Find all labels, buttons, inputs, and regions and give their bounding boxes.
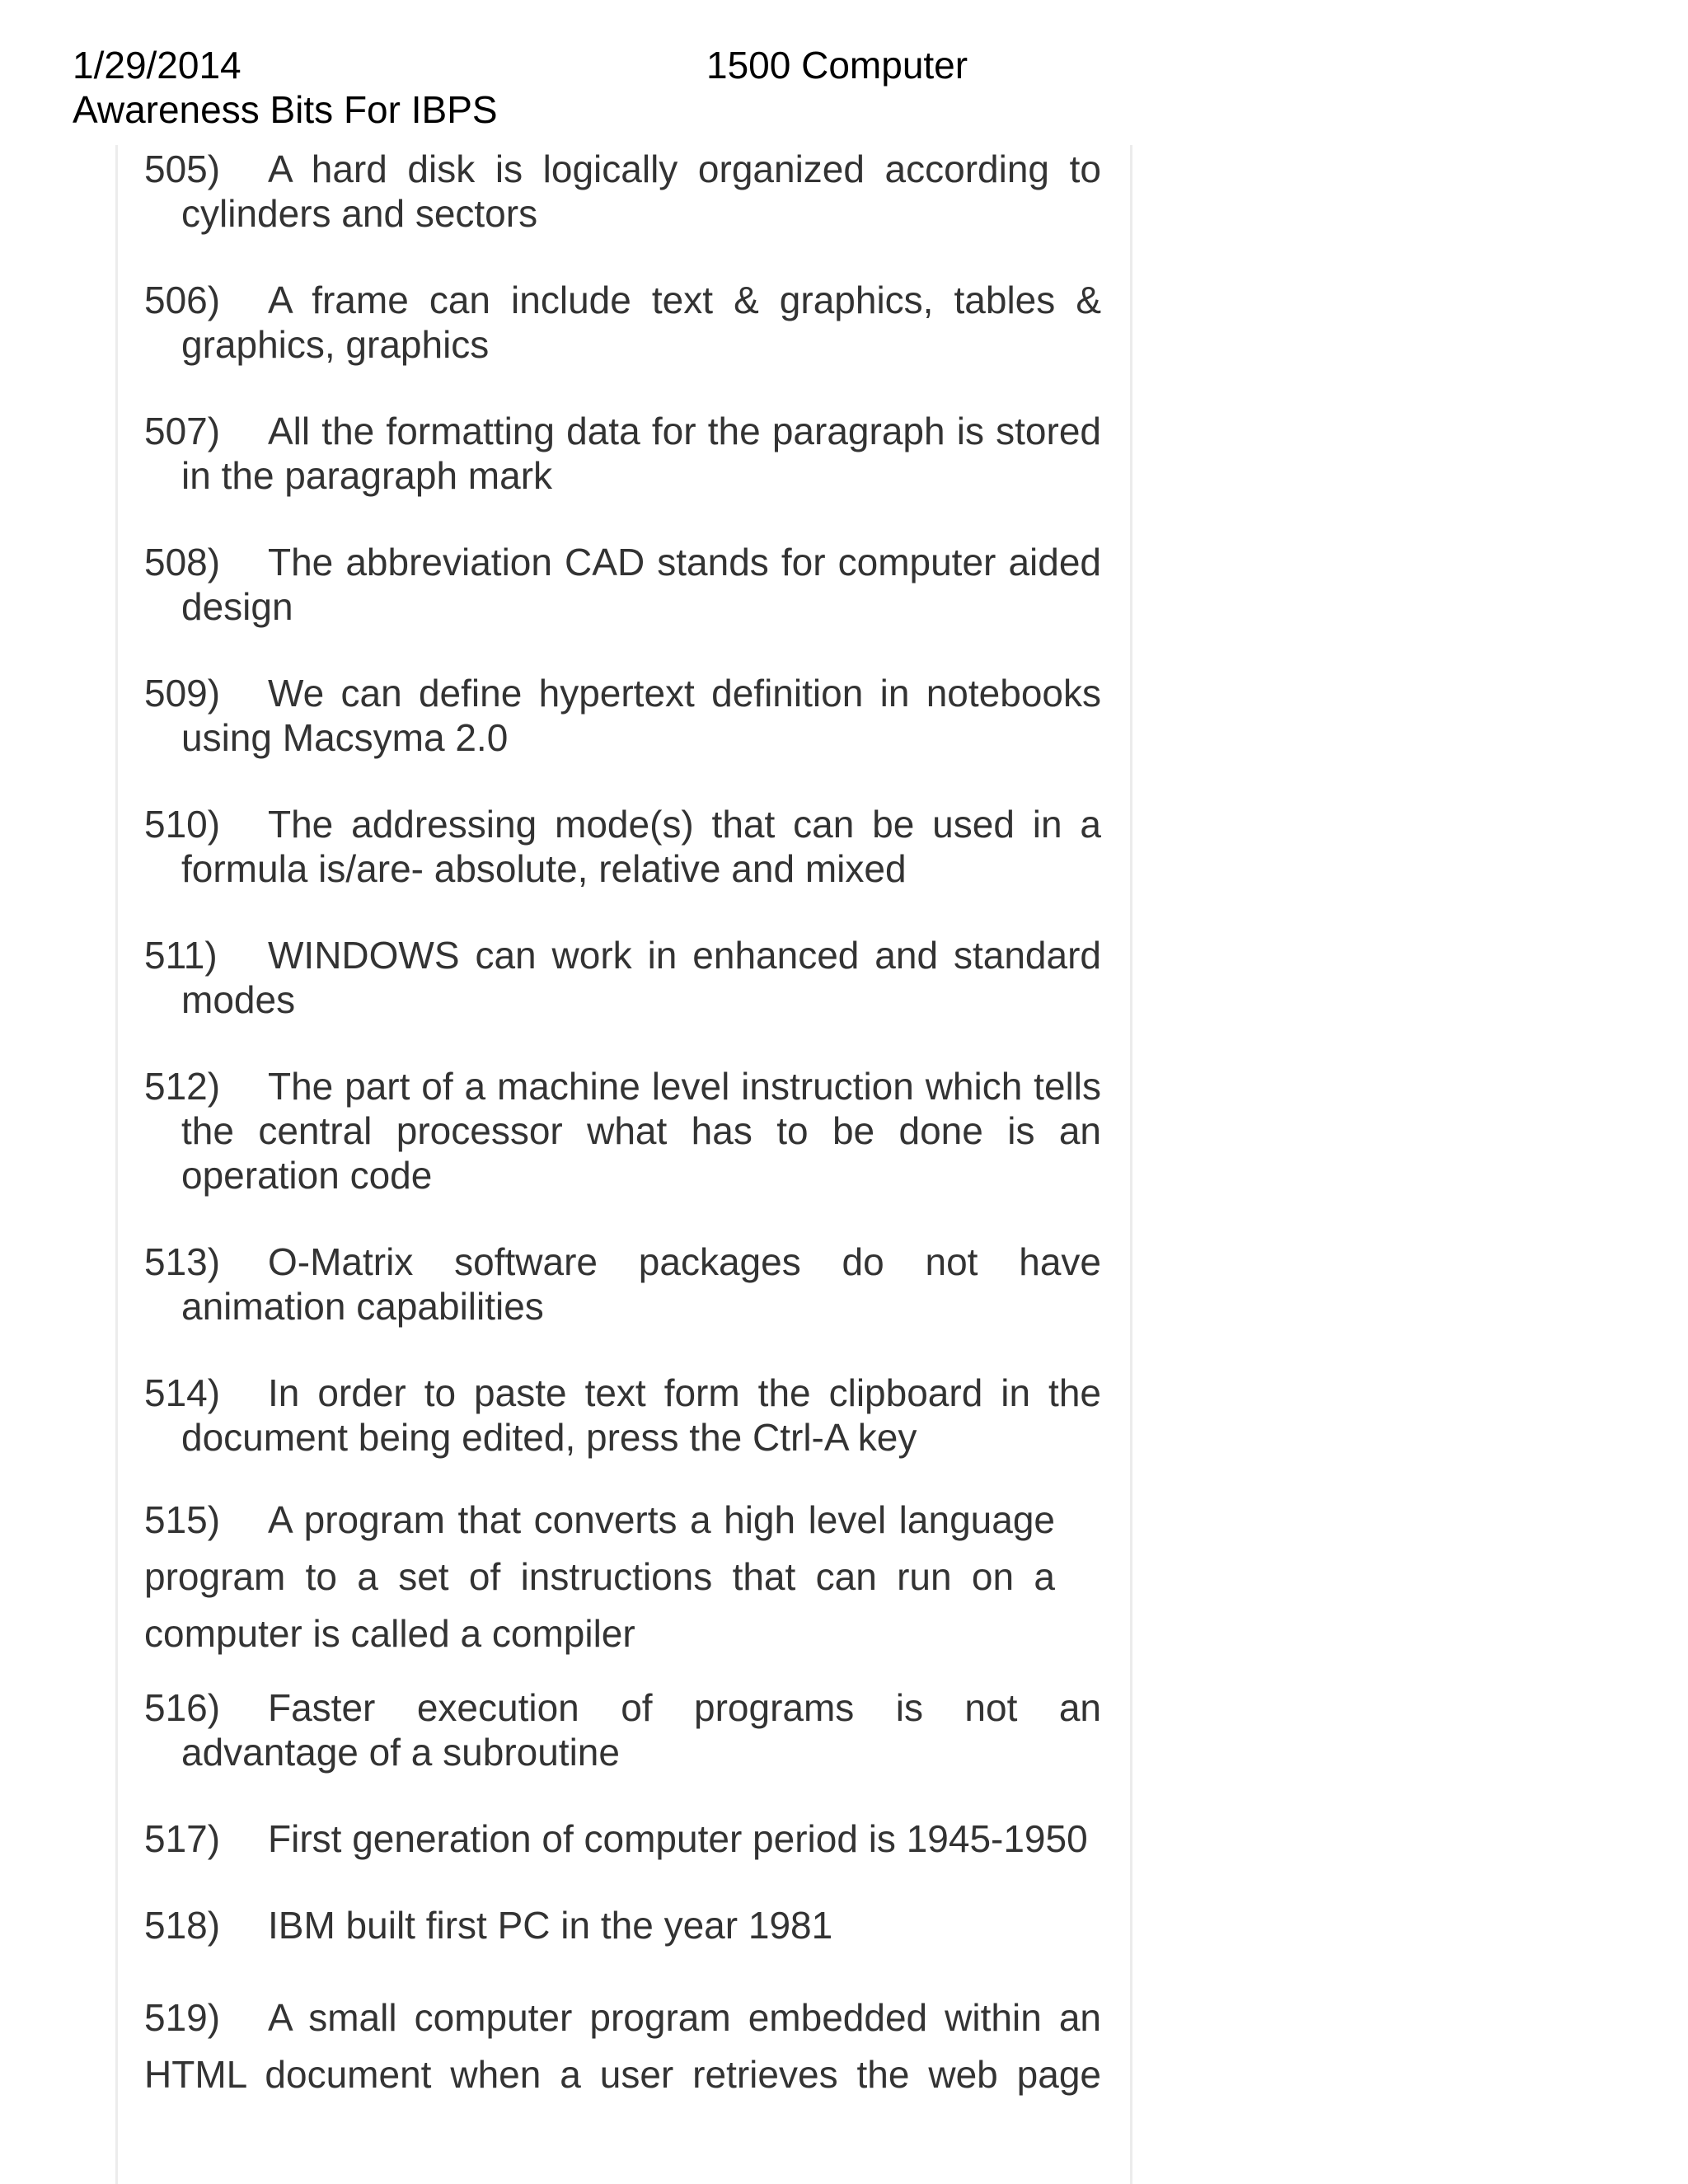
- list-item: [144, 1685, 1101, 1774]
- list-item: [144, 802, 1101, 891]
- item-number: 513): [144, 1240, 221, 1283]
- item-number: 516): [144, 1686, 221, 1729]
- item-text: A small computer program embedded within an HTML document when a user retrieves the web page: [144, 1996, 1101, 2096]
- header-subtitle: Awareness Bits For IBPS: [73, 88, 498, 131]
- header-title: 1500 Computer: [706, 44, 968, 87]
- list-item: [144, 1064, 1101, 1197]
- item-text: The part of a machine level instruction which tells the central processor what has to be done is an operation code: [181, 1065, 1101, 1197]
- item-number: 508): [144, 541, 221, 583]
- item-text: IBM built first PC in the year 1981: [268, 1904, 833, 1947]
- list-item: [144, 1492, 1055, 1662]
- item-number: 507): [144, 410, 221, 452]
- item-number: 511): [144, 934, 218, 977]
- list-item: [144, 1240, 1101, 1329]
- item-number: 505): [144, 148, 221, 190]
- item-text: We can define hypertext definition in notebooks using Macsyma 2.0: [181, 672, 1101, 759]
- item-text: All the formatting data for the paragraph is stored in the paragraph mark: [181, 410, 1101, 497]
- list-item: [144, 1371, 1101, 1460]
- item-number: 512): [144, 1065, 221, 1108]
- question-list: [144, 147, 1101, 2103]
- item-text: A frame can include text & graphics, tables & graphics, graphics: [181, 279, 1101, 366]
- list-item: [144, 1903, 1101, 1947]
- item-text: The abbreviation CAD stands for computer aided design: [181, 541, 1101, 628]
- item-number: 510): [144, 803, 221, 846]
- item-number: 514): [144, 1371, 221, 1414]
- header-date: 1/29/2014: [73, 44, 241, 87]
- list-item: [144, 1816, 1101, 1861]
- item-text: O-Matrix software packages do not have animation capabilities: [181, 1240, 1101, 1328]
- item-number: 517): [144, 1817, 221, 1860]
- item-text: Faster execution of programs is not an advantage of a subroutine: [181, 1686, 1101, 1774]
- item-number: 509): [144, 672, 221, 715]
- item-text: A hard disk is logically organized according to cylinders and sectors: [181, 148, 1101, 235]
- item-text: The addressing mode(s) that can be used in a formula is/are- absolute, relative and mixed: [181, 803, 1101, 890]
- list-item: [144, 1990, 1101, 2103]
- item-text: WINDOWS can work in enhanced and standard modes: [181, 934, 1101, 1021]
- item-text: A program that converts a high level language program to a set of instructions that can run on a computer is called a compiler: [144, 1498, 1055, 1655]
- item-number: 519): [144, 1996, 221, 2039]
- list-item: [144, 933, 1101, 1022]
- list-item: [144, 540, 1101, 629]
- item-number: 518): [144, 1904, 221, 1947]
- item-text: In order to paste text form the clipboard in the document being edited, press the Ctrl-A key: [181, 1371, 1101, 1459]
- item-text: First generation of computer period is 1945-1950: [268, 1817, 1088, 1860]
- item-number: 515): [144, 1498, 221, 1541]
- list-item: [144, 671, 1101, 760]
- list-item: [144, 147, 1101, 236]
- item-number: 506): [144, 279, 221, 321]
- list-item: [144, 278, 1101, 367]
- list-item: [144, 409, 1101, 498]
